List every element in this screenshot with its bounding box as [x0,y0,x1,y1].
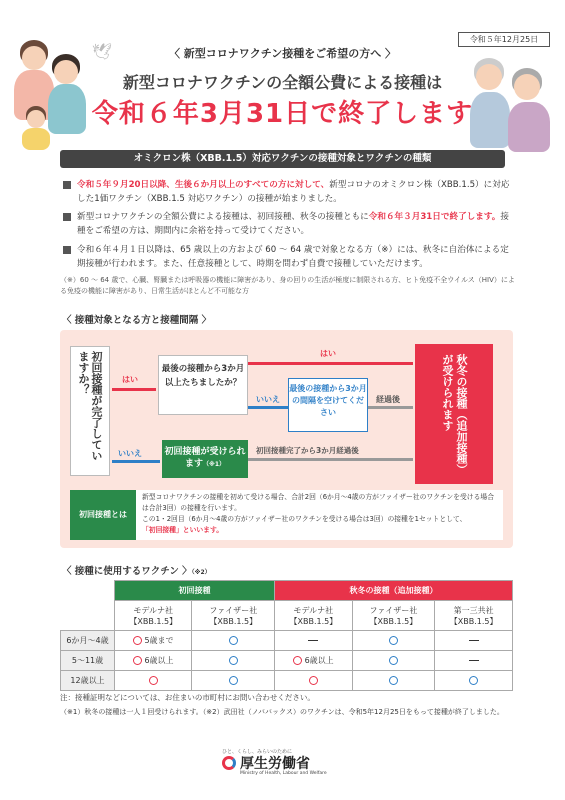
no-arrow-2 [112,460,160,463]
col-header: モデルナ社【XBB.1.5】 [115,601,192,631]
end-date-title: 令和６年3月31日で終了します [91,99,474,129]
after-arrow [368,406,413,409]
no-arrow-1 [248,406,288,409]
definition-label: 初回接種とは [70,490,136,540]
definition-box [70,490,503,540]
ministry-name: 厚生労働省 [240,756,310,772]
yes-arrow-1 [112,388,156,391]
initial-vaccination-box: 初回接種が受けられます（※1） [162,440,248,478]
flow-heading: 〈 接種対象となる方と接種間隔 〉 [62,315,212,326]
bullet-2: 新型コロナワクチンの全額公費による接種は、初回接種、秋冬の接種ともに令和６年３月31日で終了します。接種をご希望の方は、期間内に余裕を持って受けてください。 [63,210,513,238]
vaccine-table [60,580,513,691]
dove-icon: 🕊 [92,42,113,61]
initial-after-arrow [248,458,413,461]
col-header: ファイザー社【XBB.1.5】 [192,601,275,631]
yes-label-2: はい [320,349,336,358]
bullet-3: 令和６年４月１日以降は、65 歳以上の方および 60 ～ 64 歳で対象となる方（※）には、秋冬に自治体による定期接種が行われます。また、任意接種として、時期を問わず自費で接種していただけます。 [63,243,513,271]
footer-note-2: （※1）秋冬の接種は一人１回受けられます。（※2）武田社（ノババックス）のワクチンは、令和5年12月25日をもって接種が終了しました。 [60,708,504,716]
col-header: モデルナ社【XBB.1.5】 [275,601,352,631]
flow-panel [60,330,513,548]
question-initial-complete: 初回接種が完了していますか？ [70,346,110,476]
no-label-1: いいえ [256,395,280,404]
group-initial: 初回接種 [115,581,275,601]
yes-label-1: はい [122,375,138,384]
yes-arrow-2 [248,362,413,365]
table-row: 5～11歳 6歳以上 6歳以上 [61,651,513,671]
section-bar: オミクロン株（XBB.1.5）対応ワクチンの接種対象とワクチンの種類 [60,150,505,168]
group-autumn: 秋冬の接種（追加接種） [275,581,513,601]
no-label-2: いいえ [118,449,142,458]
main-title: 新型コロナワクチンの全額公費による接種は [122,73,443,92]
footer-note-1: 注：接種証明などについては、お住まいの市町村にお問い合わせください。 [60,693,315,702]
question-3-months: 最後の接種から3か月以上たちましたか？ [158,355,248,415]
date-box: 令和５年12月25日 [458,32,550,47]
col-header: 第一三共社【XBB.1.5】 [435,601,513,631]
after-initial-label: 初回接種完了から3か月経過後 [256,446,359,455]
ministry-logo-icon [222,756,236,770]
footnote-60-64: （※）60 ～ 64 歳で、心臓、腎臓または呼吸器の機能に障害があり、身の回りの生活が極度に制限される方、ヒト免疫不全ウイルス（HIV）による免疫の機能に障害があり、日常生活がほとんど不可能な方 [60,276,515,295]
after-label: 経過後 [376,395,400,404]
table-row: 6か月～4歳 5歳まで [61,631,513,651]
bullet-1: 令和５年９月20日以降、生後６か月以上のすべての方に対して、新型コロナのオミクロン株（XBB.1.5）に対応した1価ワクチン（XBB.1.5 対応ワクチン）の接種が始まりました。 [63,178,513,206]
table-heading: 〈 接種に使用するワクチン 〉（※2） [62,566,211,577]
definition-text: 新型コロナワクチンの接種を初めて受ける場合、合計2回（6か月～4歳の方がファイザー社のワクチンを受ける場合は合計3回）の接種を行います。 この1・2回目（6か月～4歳の方がファイザー社のワクチンを受ける場合は3回）の接種を1セットとして、 「初回接種」といいます。 [142,493,494,534]
tagline: ひと、くらし、みらいのために [222,749,293,755]
wait-3-months-box: 最後の接種から3か月の間隔を空けてください [288,378,368,432]
ministry-name-en: Ministry of Health, Labour and Welfare [240,771,327,776]
result-autumn-winter-box: 秋冬の接種（追加接種）が受けられます [415,344,493,484]
table-row: 12歳以上 [61,671,513,691]
subtitle: 〈 新型コロナワクチン接種をご希望の方へ 〉 [168,47,397,60]
col-header: ファイザー社【XBB.1.5】 [352,601,435,631]
